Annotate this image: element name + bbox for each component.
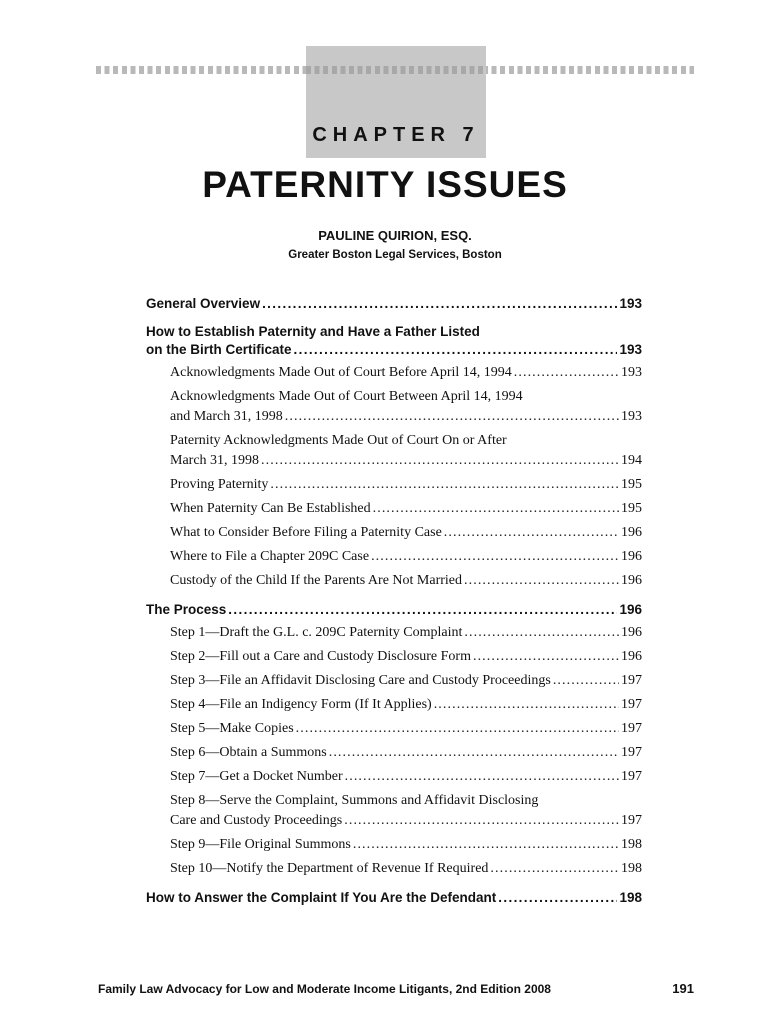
dot-leader bbox=[514, 363, 619, 383]
toc-entry-title: Step 6—Obtain a Summons bbox=[170, 745, 327, 760]
dot-leader bbox=[329, 743, 619, 763]
dot-leader bbox=[473, 647, 619, 667]
chapter-label: CHAPTER 7 bbox=[312, 124, 480, 146]
toc-page-number: 198 bbox=[621, 861, 642, 876]
toc-subsection-entry bbox=[146, 499, 642, 519]
toc-entry-title: Step 2—Fill out a Care and Custody Disclosure Form bbox=[170, 649, 471, 664]
toc-entry-title: When Paternity Can Be Established bbox=[170, 501, 371, 516]
dot-leader bbox=[270, 475, 619, 495]
toc-page-number: 197 bbox=[621, 721, 642, 736]
dot-leader bbox=[285, 407, 619, 427]
toc-entry-title: General Overview bbox=[146, 296, 261, 311]
toc-page-number: 193 bbox=[621, 409, 642, 424]
author-affiliation: Greater Boston Legal Services, Boston bbox=[288, 249, 502, 261]
toc-subsection-entry bbox=[146, 571, 642, 591]
toc-section-entry bbox=[146, 889, 642, 907]
toc-entry-title: Proving Paternity bbox=[170, 477, 269, 492]
dot-leader bbox=[296, 719, 619, 739]
dot-leader bbox=[294, 341, 618, 359]
dot-leader bbox=[490, 859, 619, 879]
dot-leader bbox=[444, 523, 619, 543]
toc-entry-title: on the Birth Certificate bbox=[146, 342, 292, 357]
toc-entry-text-line: Paternity Acknowledgments Made Out of Court On or After bbox=[170, 433, 507, 448]
toc-entry-title: How to Answer the Complaint If You Are the Defendant bbox=[146, 890, 497, 905]
toc-page-number: 193 bbox=[619, 296, 642, 311]
toc-subsection-entry bbox=[146, 387, 642, 427]
chapter-label-box bbox=[306, 46, 486, 158]
toc-subsection-entry bbox=[146, 671, 642, 691]
toc-page-number: 196 bbox=[621, 625, 642, 640]
dot-leader bbox=[353, 835, 619, 855]
toc-section-entry bbox=[146, 295, 642, 313]
table-of-contents bbox=[146, 295, 642, 907]
toc-subsection-entry bbox=[146, 623, 642, 643]
chapter-title: PATERNITY ISSUES bbox=[202, 164, 568, 205]
dot-leader bbox=[464, 571, 619, 591]
toc-subsection-entry bbox=[146, 719, 642, 739]
toc-subsection-entry bbox=[146, 743, 642, 763]
toc-entry-title: Step 3—File an Affidavit Disclosing Care and Custody Proceedings bbox=[170, 673, 551, 688]
toc-page-number: 195 bbox=[621, 501, 642, 516]
toc-page-number: 196 bbox=[621, 525, 642, 540]
dot-leader bbox=[371, 547, 619, 567]
toc-subsection-entry bbox=[146, 695, 642, 715]
dot-leader bbox=[434, 695, 619, 715]
toc-entry-title: Care and Custody Proceedings bbox=[170, 813, 343, 828]
toc-entry-title: Acknowledgments Made Out of Court Before April 14, 1994 bbox=[170, 365, 512, 380]
dot-leader bbox=[262, 295, 617, 313]
toc-page-number: 197 bbox=[621, 745, 642, 760]
toc-page-number: 196 bbox=[621, 573, 642, 588]
toc-page-number: 196 bbox=[621, 649, 642, 664]
toc-page-number: 193 bbox=[621, 365, 642, 380]
toc-page-number: 193 bbox=[619, 342, 642, 357]
toc-entry-title: Custody of the Child If the Parents Are Not Married bbox=[170, 573, 463, 588]
toc-entry-title: Step 5—Make Copies bbox=[170, 721, 294, 736]
toc-subsection-entry bbox=[146, 475, 642, 495]
toc-page-number: 197 bbox=[621, 673, 642, 688]
dot-leader bbox=[345, 767, 619, 787]
dot-leader bbox=[228, 601, 617, 619]
toc-entry-title: Where to File a Chapter 209C Case bbox=[170, 549, 370, 564]
toc-entry-title: The Process bbox=[146, 602, 227, 617]
toc-page-number: 197 bbox=[621, 813, 642, 828]
dot-leader bbox=[373, 499, 619, 519]
dot-leader bbox=[261, 451, 619, 471]
toc-subsection-entry bbox=[146, 647, 642, 667]
author-name: PAULINE QUIRION, ESQ. bbox=[318, 228, 472, 243]
toc-page-number: 197 bbox=[621, 769, 642, 784]
footer-book-title: Family Law Advocacy for Low and Moderate Income Litigants, 2nd Edition 2008 bbox=[98, 982, 551, 996]
toc-page-number: 198 bbox=[621, 837, 642, 852]
toc-entry-title: and March 31, 1998 bbox=[170, 409, 283, 424]
toc-subsection-entry bbox=[146, 523, 642, 543]
toc-entry-title: Step 1—Draft the G.L. c. 209C Paternity Complaint bbox=[170, 625, 463, 640]
toc-subsection-entry bbox=[146, 363, 642, 383]
dotted-rule-overlay bbox=[306, 66, 486, 74]
toc-subsection-entry bbox=[146, 767, 642, 787]
dot-leader bbox=[498, 889, 617, 907]
toc-section-entry bbox=[146, 601, 642, 619]
toc-entry-title: Step 4—File an Indigency Form (If It Applies) bbox=[170, 697, 432, 712]
footer-page-number: 191 bbox=[672, 981, 694, 996]
dot-leader bbox=[553, 671, 619, 691]
toc-entry-text-line: Acknowledgments Made Out of Court Between April 14, 1994 bbox=[170, 389, 523, 404]
toc-page-number: 194 bbox=[621, 453, 642, 468]
toc-entry-title: March 31, 1998 bbox=[170, 453, 260, 468]
toc-subsection-entry bbox=[146, 791, 642, 831]
toc-subsection-entry bbox=[146, 835, 642, 855]
toc-section-entry bbox=[146, 323, 642, 359]
toc-subsection-entry bbox=[146, 859, 642, 879]
toc-subsection-entry bbox=[146, 431, 642, 471]
toc-entry-text-line: How to Establish Paternity and Have a Father Listed bbox=[146, 324, 480, 339]
toc-subsection-entry bbox=[146, 547, 642, 567]
toc-page-number: 198 bbox=[619, 890, 642, 905]
toc-page-number: 196 bbox=[619, 602, 642, 617]
toc-page-number: 197 bbox=[621, 697, 642, 712]
toc-entry-text-line: Step 8—Serve the Complaint, Summons and Affidavit Disclosing bbox=[170, 793, 539, 808]
toc-entry-title: Step 7—Get a Docket Number bbox=[170, 769, 343, 784]
dot-leader bbox=[344, 811, 619, 831]
toc-entry-title: Step 10—Notify the Department of Revenue If Required bbox=[170, 861, 489, 876]
dot-leader bbox=[464, 623, 619, 643]
toc-entry-title: Step 9—File Original Summons bbox=[170, 837, 351, 852]
toc-entry-title: What to Consider Before Filing a Paternity Case bbox=[170, 525, 442, 540]
toc-page-number: 196 bbox=[621, 549, 642, 564]
toc-page-number: 195 bbox=[621, 477, 642, 492]
